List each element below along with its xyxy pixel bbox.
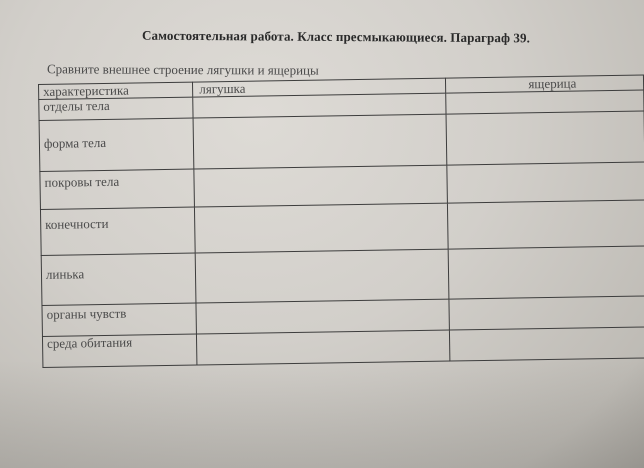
frog-cell[interactable] [195,249,448,303]
row-label: отделы тела [39,97,194,120]
worksheet-instruction: Сравните внешнее строение лягушки и ящерицы [46,61,319,78]
row-label: линька [41,253,196,305]
lizard-cell[interactable] [449,327,644,361]
row-label: среда обитания [42,334,197,367]
lizard-cell[interactable] [446,162,644,203]
row-label: форма тела [39,118,194,171]
lizard-cell[interactable] [449,296,644,330]
comparison-table-wrapper [38,74,644,367]
row-label: покровы тела [40,169,195,209]
lizard-cell[interactable] [446,111,644,165]
frog-cell[interactable] [193,114,446,169]
header-lizard: ящерица [445,75,644,93]
frog-cell[interactable] [196,299,449,334]
page-shadow [0,360,644,468]
header-frog: лягушка [193,78,446,97]
worksheet-title: Самостоятельная работа. Класс пресмыкающиеся. Параграф 39. [141,27,531,46]
comparison-table [38,74,644,367]
frog-cell[interactable] [195,203,448,253]
lizard-cell[interactable] [447,200,644,249]
header-characteristic: характеристика [39,82,193,99]
frog-cell[interactable] [194,165,447,207]
row-label: конечности [40,207,195,255]
lizard-cell[interactable] [448,246,644,299]
row-label: органы чувств [42,303,197,336]
